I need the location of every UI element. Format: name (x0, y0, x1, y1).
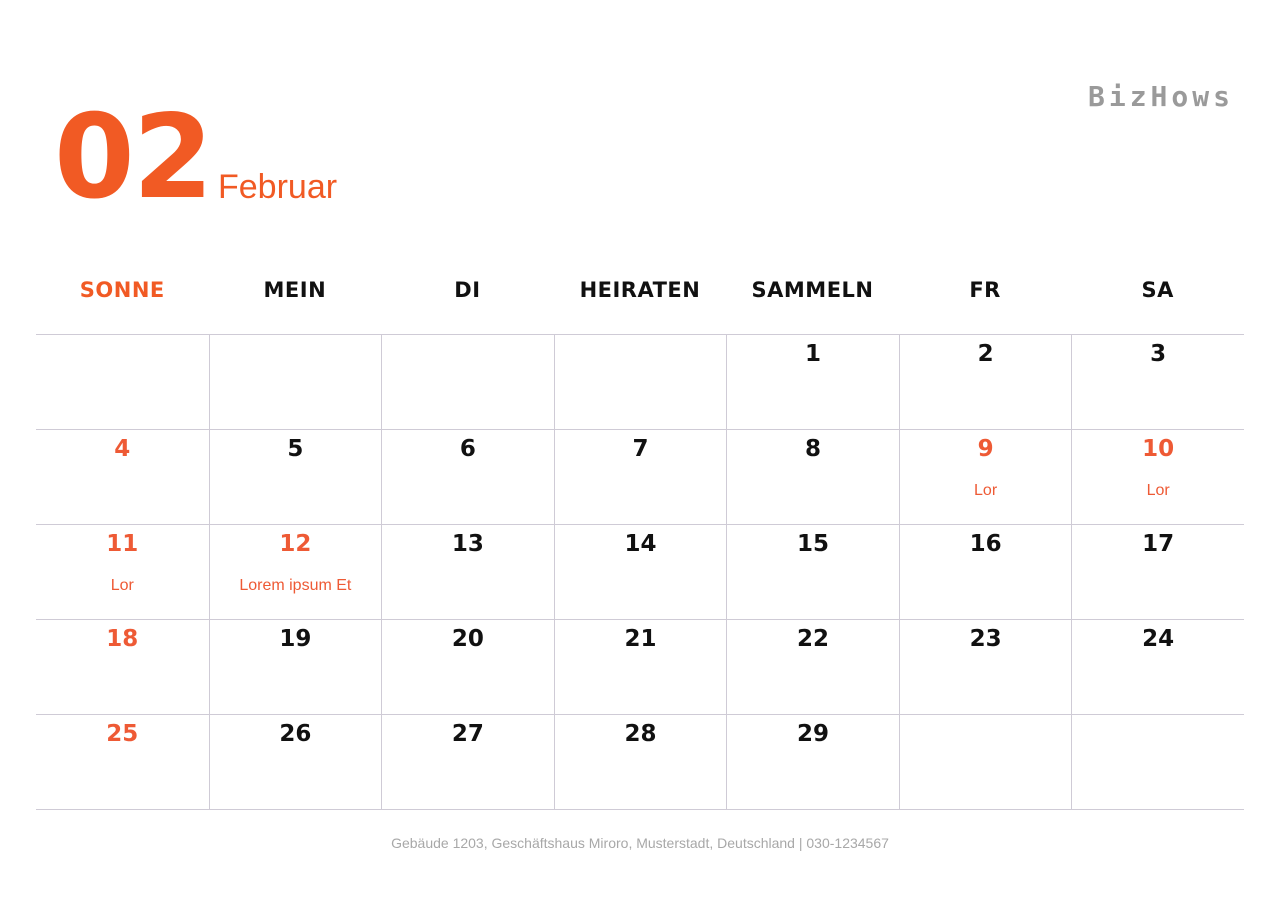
brand-logo: BizHows (1087, 80, 1234, 113)
calendar-day-cell (899, 620, 1072, 714)
day-number: 24 (1142, 626, 1175, 652)
calendar-day-cell (899, 335, 1072, 429)
calendar-day-cell (209, 335, 382, 429)
day-number: 18 (106, 626, 139, 652)
calendar-day-cell (1071, 335, 1244, 429)
day-number: 10 (1142, 436, 1175, 462)
day-number: 2 (977, 341, 994, 367)
calendar-day-cell (381, 430, 554, 524)
calendar-day-cell (726, 620, 899, 714)
calendar-week-row (36, 715, 1244, 810)
weekday-saturday: SA (1141, 278, 1174, 302)
calendar-day-cell (726, 335, 899, 429)
day-number: 5 (287, 436, 304, 462)
calendar-day-cell (36, 335, 209, 429)
calendar-day-cell (1071, 430, 1244, 524)
calendar-day-cell (726, 430, 899, 524)
calendar-day-cell (36, 525, 209, 619)
day-number: 7 (632, 436, 649, 462)
calendar-week-row (36, 525, 1244, 620)
day-number: 3 (1150, 341, 1167, 367)
day-note: Lor (110, 577, 134, 594)
calendar-day-cell (381, 715, 554, 809)
weekday-tuesday: DI (454, 278, 481, 302)
day-number: 9 (977, 436, 994, 462)
footer-address: Gebäude 1203, Geschäftshaus Miroro, Musterstadt, Deutschland | 030-1234567 (391, 835, 889, 851)
day-number: 15 (797, 531, 830, 557)
weekday-header-row (36, 278, 1244, 302)
calendar-week-row (36, 335, 1244, 430)
day-number: 8 (805, 436, 822, 462)
weekday-monday: MEIN (263, 278, 327, 302)
calendar-day-cell (36, 620, 209, 714)
day-number: 14 (624, 531, 657, 557)
calendar-day-cell (554, 715, 727, 809)
day-number: 19 (279, 626, 312, 652)
day-number: 17 (1142, 531, 1175, 557)
day-number: 23 (969, 626, 1002, 652)
day-number: 6 (459, 436, 476, 462)
calendar-day-cell (209, 525, 382, 619)
day-number: 20 (451, 626, 484, 652)
day-number: 26 (279, 721, 312, 747)
day-number: 1 (805, 341, 822, 367)
calendar-day-cell (726, 525, 899, 619)
calendar-day-cell (899, 715, 1072, 809)
day-number: 11 (106, 531, 139, 557)
calendar-day-cell (554, 430, 727, 524)
calendar-day-cell (554, 335, 727, 429)
calendar-day-cell (36, 715, 209, 809)
day-number: 13 (451, 531, 484, 557)
calendar-week-row (36, 430, 1244, 525)
calendar-day-cell (209, 620, 382, 714)
calendar-day-cell (381, 620, 554, 714)
calendar-week-row (36, 620, 1244, 715)
month-name: Februar (218, 168, 338, 206)
weekday-friday: FR (969, 278, 1001, 302)
calendar-day-cell (209, 430, 382, 524)
calendar-day-cell (554, 525, 727, 619)
day-number: 22 (797, 626, 830, 652)
day-number: 29 (797, 721, 830, 747)
day-note: Lor (1146, 482, 1170, 499)
weekday-sunday: SONNE (79, 278, 165, 302)
weekday-thursday: SAMMELN (751, 278, 874, 302)
calendar-day-cell (381, 525, 554, 619)
day-number: 21 (624, 626, 657, 652)
day-number: 28 (624, 721, 657, 747)
day-number: 27 (451, 721, 484, 747)
calendar-day-cell (726, 715, 899, 809)
day-number: 25 (106, 721, 139, 747)
calendar-day-cell (1071, 620, 1244, 714)
day-note: Lorem ipsum Et (239, 577, 352, 594)
day-number: 4 (114, 436, 131, 462)
calendar-day-cell (554, 620, 727, 714)
calendar-day-cell (1071, 715, 1244, 809)
calendar-day-cell (209, 715, 382, 809)
day-number: 12 (279, 531, 312, 557)
calendar-day-cell (1071, 525, 1244, 619)
calendar-day-cell (36, 430, 209, 524)
weekday-wednesday: HEIRATEN (579, 278, 701, 302)
month-number: 02 (54, 90, 212, 225)
calendar-day-cell (899, 430, 1072, 524)
calendar-grid (36, 334, 1244, 810)
calendar-day-cell (899, 525, 1072, 619)
calendar-day-cell (381, 335, 554, 429)
day-note: Lor (974, 482, 998, 499)
day-number: 16 (969, 531, 1002, 557)
